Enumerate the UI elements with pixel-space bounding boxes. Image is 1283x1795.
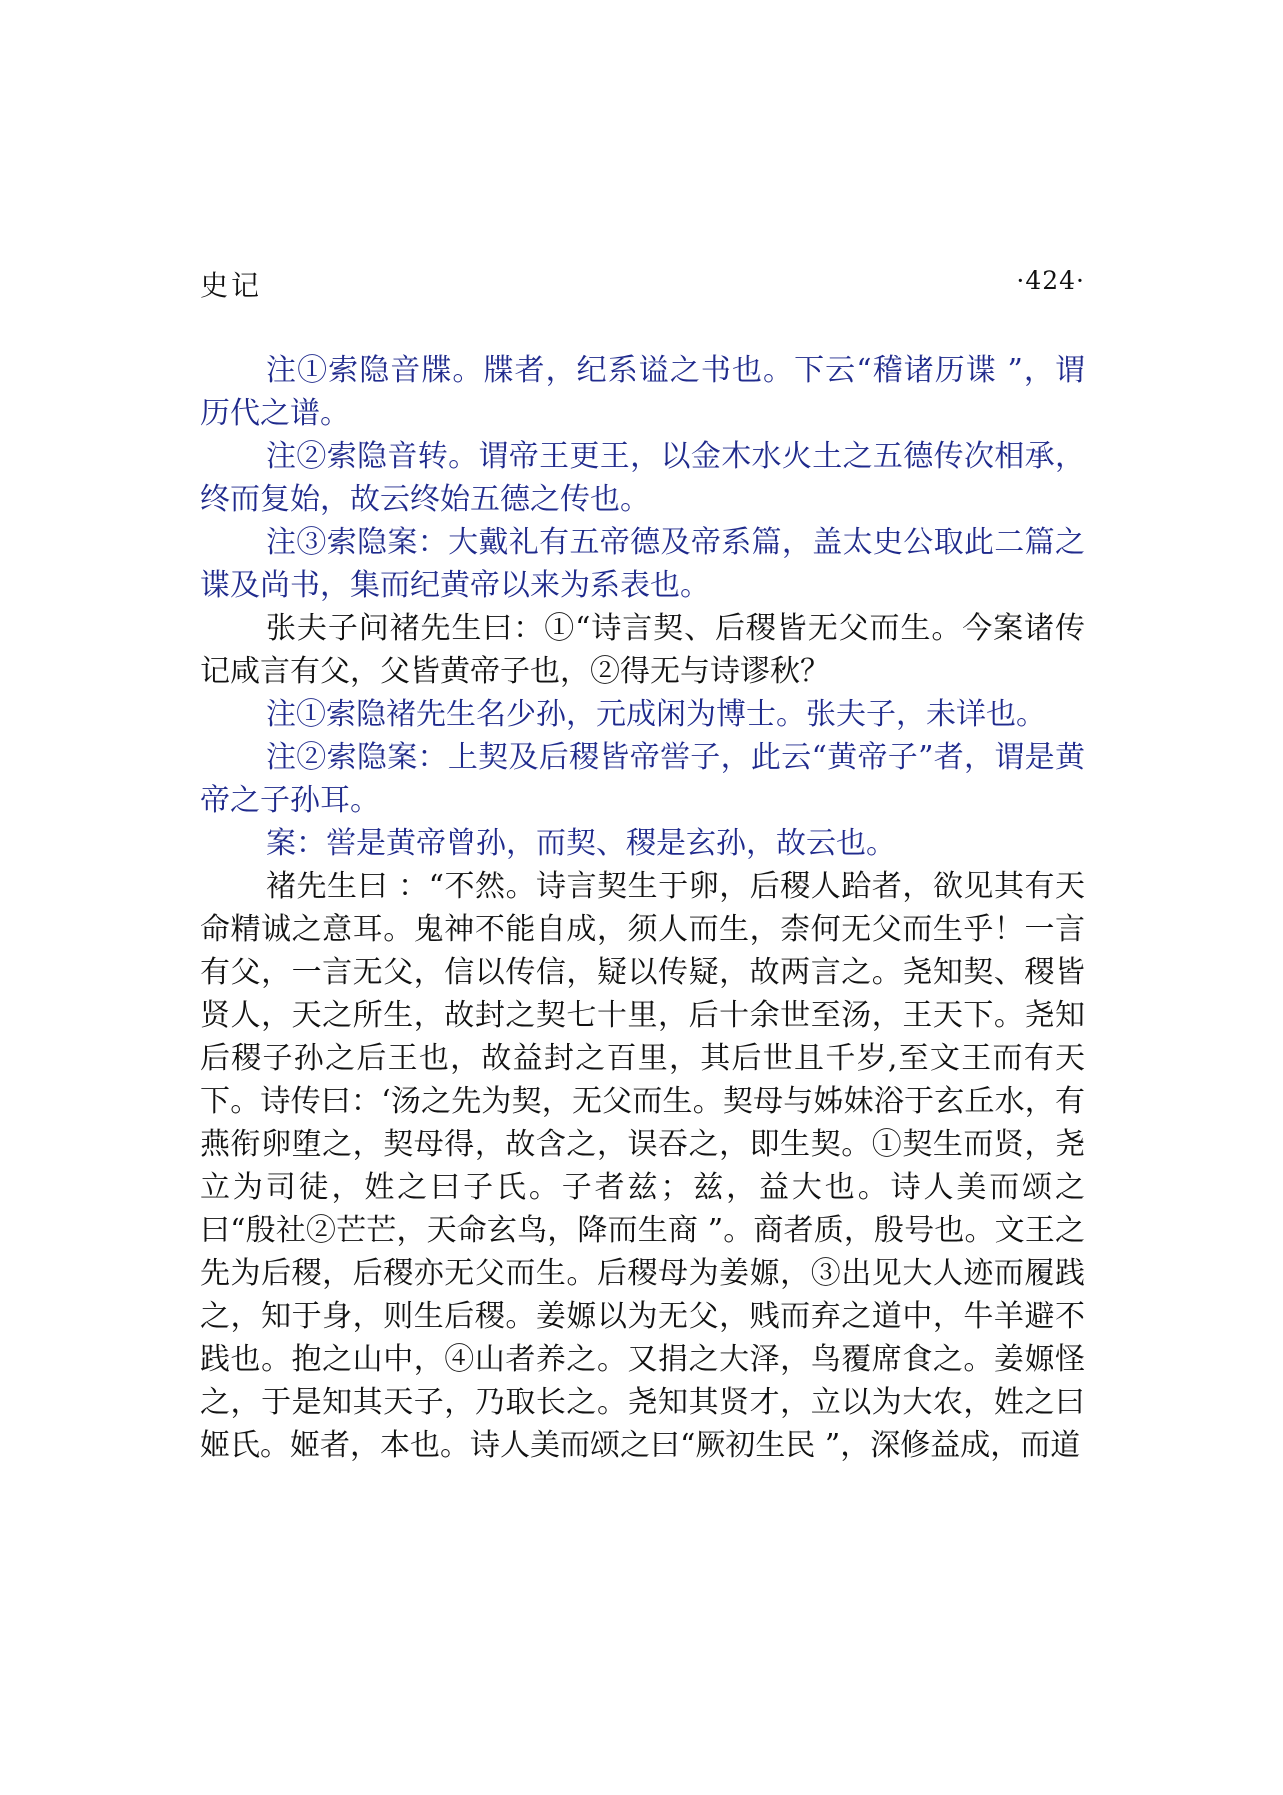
annotation-paragraph: 注②索隐案：上契及后稷皆帝喾子，此云“黄帝子”者，谓是黄帝之子孙耳。 [200, 740, 1085, 818]
annotation-paragraph: 注①索隐褚先生名少孙，元成闲为博士。张夫子，未详也。 [266, 697, 1046, 732]
annotation-paragraph: 注③索隐案：大戴礼有五帝德及帝系篇，盖太史公取此二篇之谍及尚书，集而纪黄帝以来为系表也。 [200, 525, 1085, 603]
annotation-paragraph: 注②索隐音转。谓帝王更王，以金木水火土之五德传次相承，终而复始，故云终始五德之传也。 [200, 439, 1085, 517]
page-header [200, 264, 1085, 304]
book-title: 史记 [200, 269, 263, 302]
body-paragraph: 褚先生曰 ：“不然。诗言契生于卵，后稷人跲者，欲见其有天命精诚之意耳。鬼神不能自成，须人而生，柰何无父而生乎！一言有父，一言无父，信以传信，疑以传疑，故两言之。尧知契、稷皆贤人，天之所生，故封之契七十里，后十余世至汤，王天下。尧知后稷子孙之后王也，故益封之百里，其后世且千岁,至文王而有天下。诗传曰：‘汤之先为契，无父而生。契母与姊妹浴于玄丘水，有燕衔卵堕之，契母得，故含之，误吞之，即生契。①契生而贤，尧立为司徒，姓之曰子氏。子者兹；兹，益大也。诗人美而颂之曰“殷社②芒芒，天命玄鸟，降而生商 ”。商者质，殷号也。文王之先为后稷，后稷亦无父而生。后稷母为姜嫄，③出见大人迹而履践之，知于身，则生后稷。姜嫄以为无父，贱而弃之道中，牛羊避不践也。抱之山中，④山者养之。又捐之大泽，鸟覆席食之。姜嫄怪之，于是知其天子，乃取长之。尧知其贤才，立以为大农，姓之曰姬氏。姬者，本也。诗人美而颂之曰“厥初生民 ”，深修益成，而道 [200, 869, 1085, 1463]
annotation-paragraph: 案：喾是黄帝曾孙，而契、稷是玄孙，故云也。 [266, 826, 896, 861]
body-paragraph: 张夫子问褚先生曰：①“诗言契、后稷皆无父而生。今案诸传记咸言有父，父皆黄帝子也，②得无与诗谬秋？ [200, 611, 1085, 689]
annotation-paragraph: 注①索隐音牒。牒者，纪系谥之书也。下云“稽诸历谍 ”，谓历代之谱。 [200, 353, 1085, 431]
page-content [200, 349, 1085, 1467]
page-number: ·424· [1016, 266, 1085, 295]
